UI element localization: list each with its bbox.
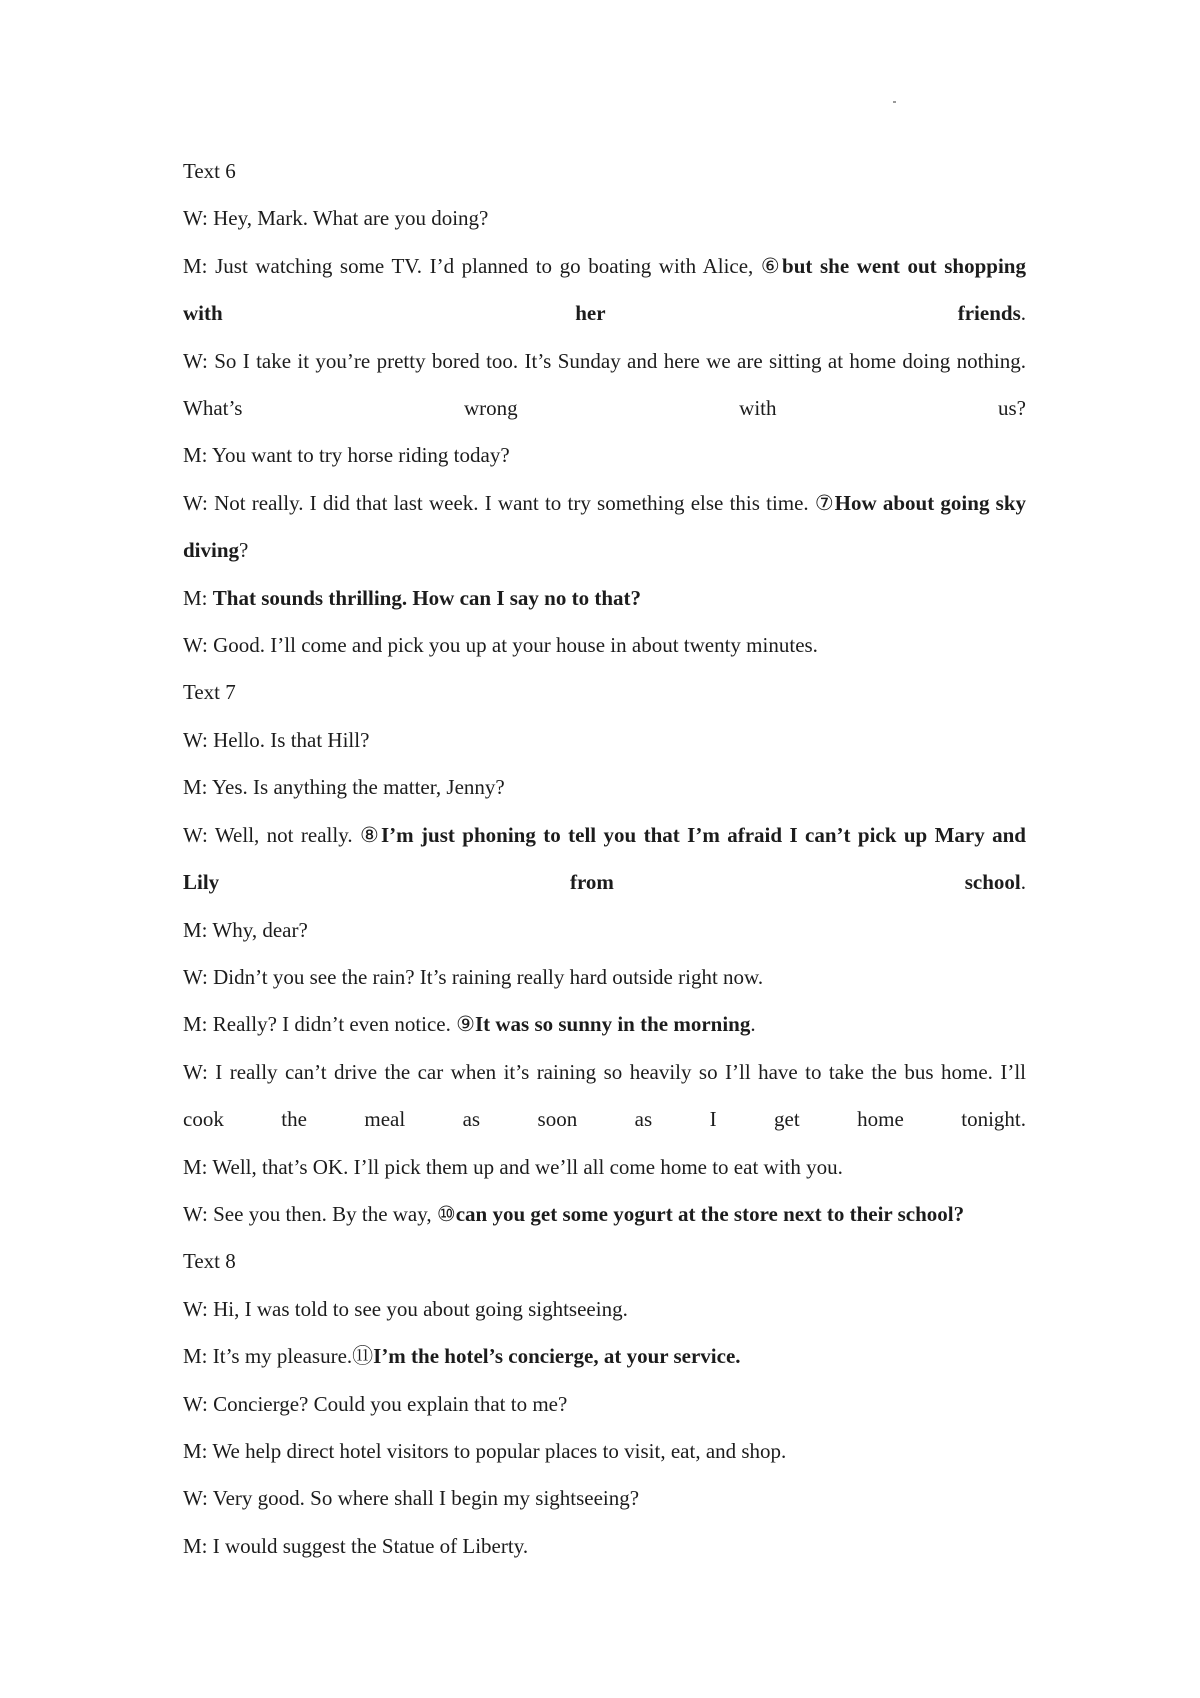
text7-line-9	[183, 1191, 1026, 1238]
text6-line-4: M: You want to try horse riding today?	[183, 443, 510, 468]
text6-line-7: W: Good. I’ll come and pick you up at your house in about twenty minutes.	[183, 633, 818, 658]
text6-line-5	[183, 480, 1026, 575]
text6-line-2-text: M: Just watching some TV. I’d planned to go boating with Alice, ⑥	[183, 253, 783, 278]
text7-line-6-bold: It was so sunny in the morning	[474, 1012, 751, 1037]
text6-line-5-bold: How about going sky diving	[183, 490, 1026, 563]
text7-line-4: M: Why, dear?	[183, 917, 308, 942]
text8-line-3: W: Concierge? Could you explain that to me?	[183, 1391, 568, 1416]
text8-line-2	[183, 1333, 1026, 1380]
text8-line-2-text: M: It’s my pleasure.⑪	[183, 1344, 374, 1369]
text7-line-5: W: Didn’t you see the rain? It’s raining really hard outside right now.	[183, 964, 764, 989]
text7-line-9-text: W: See you then. By the way, ⑩	[183, 1201, 456, 1226]
scan-speck	[893, 101, 896, 103]
text7-line-6-text: M: Really? I didn’t even notice. ⑨	[183, 1012, 475, 1037]
text6-line-6	[183, 575, 1026, 622]
text7-line-8: M: Well, that’s OK. I’ll pick them up and we’ll all come home to eat with you.	[183, 1154, 843, 1179]
text7-line-6-end: .	[750, 1012, 756, 1037]
text8-heading: Text 8	[183, 1249, 236, 1274]
text6-line-6-bold: That sounds thrilling. How can I say no to that?	[212, 585, 642, 610]
text6-line-2-end: .	[1020, 301, 1026, 326]
text7-line-9-bold: can you get some yogurt at the store next to their school?	[455, 1201, 965, 1226]
text6-line-6-speaker: M:	[183, 585, 213, 610]
text8-line-5: W: Very good. So where shall I begin my sightseeing?	[183, 1486, 640, 1511]
text6-line-2-bold: but she went out shopping with her friends	[183, 253, 1026, 326]
text8-line-6: M: I would suggest the Statue of Liberty.	[183, 1533, 529, 1558]
text8-line-4: M: We help direct hotel visitors to popular places to visit, eat, and shop.	[183, 1438, 787, 1463]
text6-line-5-text: W: Not really. I did that last week. I want to try something else this time. ⑦	[183, 490, 835, 515]
text8-line-2-bold: I’m the hotel’s concierge, at your service.	[373, 1344, 741, 1369]
transcript-body	[183, 148, 1026, 1570]
text7-line-1: W: Hello. Is that Hill?	[183, 727, 370, 752]
text6-line-2	[183, 243, 1026, 338]
text7-line-2: M: Yes. Is anything the matter, Jenny?	[183, 775, 505, 800]
text7-line-3-end: .	[1020, 870, 1026, 895]
text6-heading: Text 6	[183, 159, 236, 183]
text7-line-3	[183, 812, 1026, 907]
text7-line-3-text: W: Well, not really. ⑧	[183, 822, 381, 847]
text7-line-3-bold: I’m just phoning to tell you that I’m afraid I can’t pick up Mary and Lily from school	[183, 822, 1026, 895]
text6-line-5-end: ?	[239, 538, 249, 563]
text6-line-3: W: So I take it you’re pretty bored too. It’s Sunday and here we are sitting at home doing nothing. What’s wrong with us?	[183, 348, 1026, 421]
text7-heading: Text 7	[183, 680, 236, 705]
text7-line-6	[183, 1001, 1026, 1048]
text8-line-1: W: Hi, I was told to see you about going sightseeing.	[183, 1296, 628, 1321]
text6-line-1: W: Hey, Mark. What are you doing?	[183, 206, 489, 231]
text7-line-7: W: I really can’t drive the car when it’s raining so heavily so I’ll have to take the bus home. I’ll cook the meal as soon as I get home tonight.	[183, 1059, 1026, 1132]
